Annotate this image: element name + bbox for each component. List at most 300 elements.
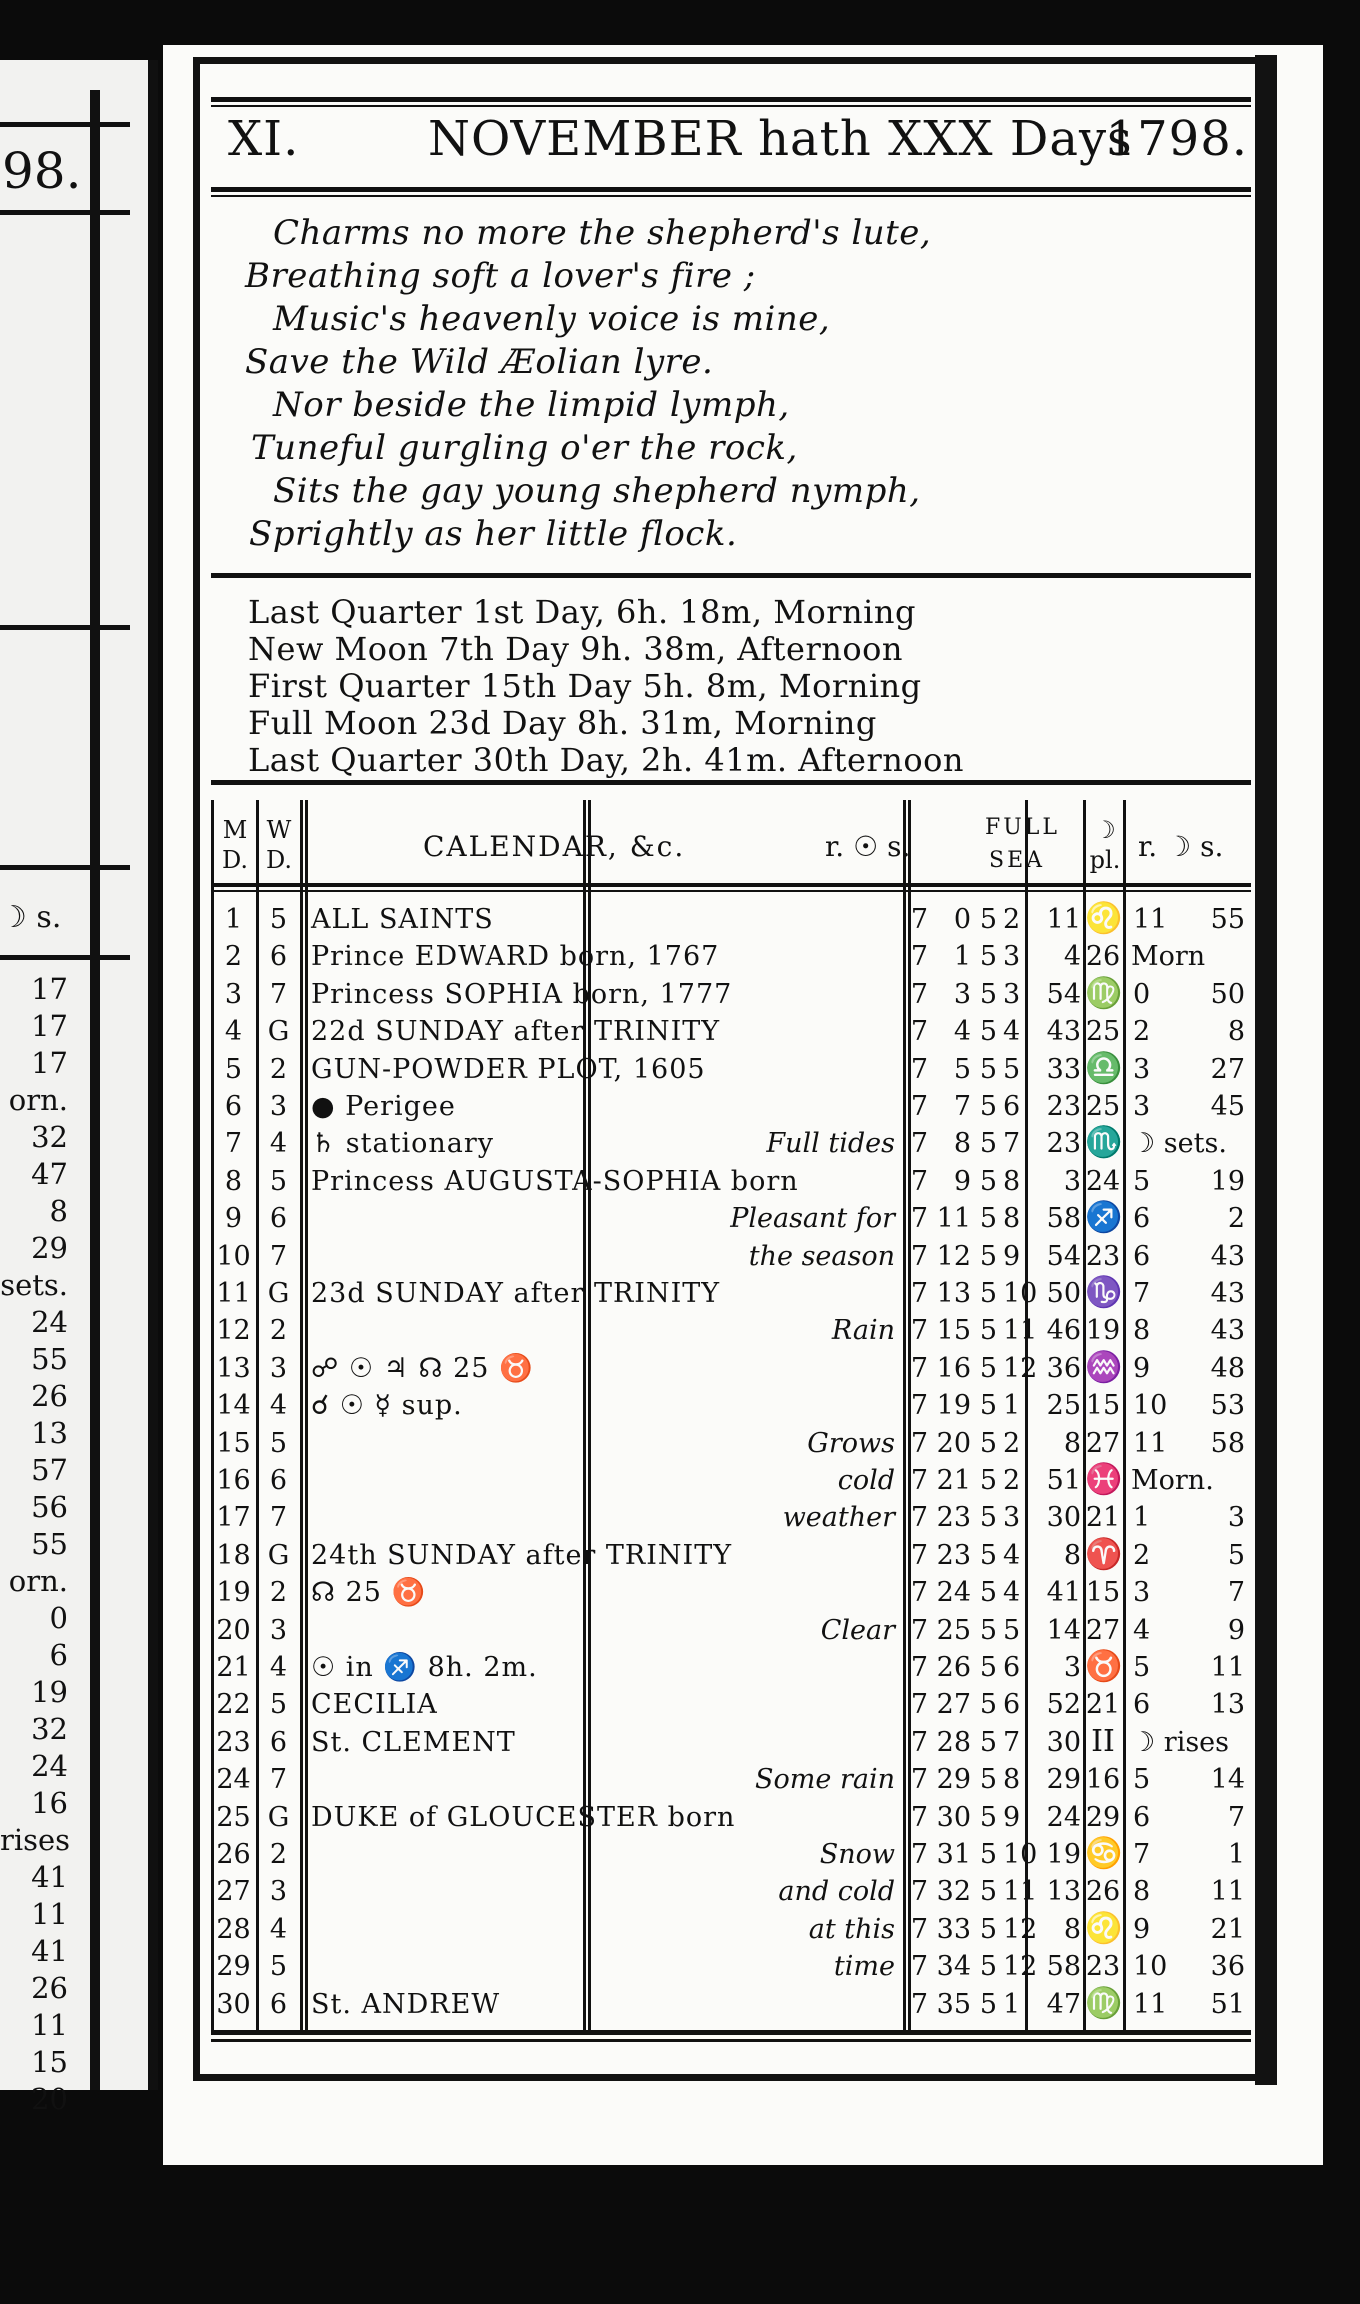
- cell-moon-hour: 6: [1133, 1689, 1151, 1721]
- table-row: [163, 1050, 1263, 1087]
- poem-line: Save the Wild Æolian lyre.: [245, 342, 714, 382]
- cell-full-sea-minute: 41: [1046, 1577, 1081, 1609]
- cell-event: GUN-POWDER PLOT, 1605: [311, 1053, 706, 1085]
- cell-week-day: 2: [269, 1315, 288, 1347]
- cell-week-day: 4: [269, 1652, 288, 1683]
- cell-full-sea-minute: 24: [1046, 1801, 1081, 1833]
- table-row: [163, 1461, 1263, 1498]
- table-row: [163, 1872, 1263, 1909]
- cell-sunset-hour: 5: [979, 1726, 997, 1758]
- cell-moon-minute: 48: [1210, 1352, 1245, 1384]
- cell-month-day: 12: [216, 1315, 251, 1347]
- cell-full-sea-hour: 10: [1003, 1278, 1038, 1309]
- month-number: XI.: [228, 111, 300, 167]
- cell-sunrise-minute: 15: [936, 1315, 971, 1347]
- cell-weather: weather: [782, 1502, 895, 1534]
- cell-moon-minute: 7: [1227, 1577, 1245, 1609]
- cell-week-day: G: [267, 1801, 290, 1833]
- table-row: [163, 1798, 1263, 1835]
- cell-moon-degree: 24: [1085, 1165, 1121, 1197]
- cell-sunrise-minute: 20: [936, 1427, 971, 1459]
- cell-sunrise-hour: 7: [910, 1988, 928, 2020]
- cell-moon-sign: ♌: [1085, 1910, 1123, 1946]
- cell-full-sea-hour: 4: [1003, 1539, 1021, 1571]
- cell-sunset-hour: 5: [979, 1539, 997, 1571]
- table-row: [163, 1349, 1263, 1386]
- moon-phase-line: New Moon 7th Day 9h. 38m, Afternoon: [248, 630, 904, 668]
- cell-full-sea-minute: 23: [1046, 1091, 1081, 1122]
- cell-month-day: 22: [216, 1689, 251, 1721]
- cell-weather: the season: [748, 1240, 895, 1272]
- table-row: [163, 1012, 1263, 1049]
- cell-week-day: 6: [269, 941, 288, 973]
- cell-moon-hour: 11: [1133, 904, 1168, 935]
- cell-full-sea-minute: 29: [1046, 1764, 1081, 1796]
- cell-sunrise-minute: 16: [936, 1352, 971, 1384]
- cell-sunrise-minute: 4: [953, 1016, 971, 1048]
- table-header-rule: [211, 883, 1251, 887]
- table-row: [163, 1087, 1263, 1124]
- cell-full-sea-minute: 33: [1046, 1053, 1081, 1085]
- cell-sunset-hour: 5: [979, 1465, 997, 1496]
- cell-full-sea-hour: 2: [1003, 904, 1021, 935]
- cell-sunrise-minute: 13: [936, 1278, 971, 1309]
- left-page-value: 8: [49, 1194, 68, 1228]
- cell-full-sea-minute: 58: [1046, 1951, 1081, 1983]
- cell-moon-minute: 19: [1210, 1165, 1245, 1197]
- cell-full-sea-hour: 6: [1003, 1091, 1021, 1122]
- cell-moon-hour: 8: [1133, 1315, 1151, 1347]
- cell-sunrise-minute: 24: [936, 1577, 971, 1609]
- cell-week-day: 3: [269, 1091, 288, 1122]
- cell-moon-sign: ♎: [1085, 1050, 1123, 1086]
- cell-moon-degree: 16: [1085, 1764, 1121, 1796]
- table-row: [163, 900, 1263, 937]
- cell-event: ☊ 25 ♉: [311, 1577, 427, 1609]
- cell-moon-minute: 58: [1210, 1427, 1245, 1459]
- left-page-value: orn.: [8, 1083, 68, 1117]
- cell-sunset-hour: 5: [979, 1315, 997, 1347]
- cell-moon-minute: 45: [1210, 1091, 1245, 1122]
- cell-sunrise-minute: 34: [936, 1951, 971, 1983]
- cell-full-sea-hour: 12: [1003, 1352, 1038, 1384]
- cell-moon-note: Morn.: [1131, 1465, 1214, 1496]
- cell-full-sea-minute: 30: [1046, 1726, 1081, 1758]
- cell-event: ☍ ☉ ♃ ☊ 25 ♉: [311, 1352, 534, 1384]
- cell-full-sea-hour: 5: [1003, 1614, 1021, 1646]
- cell-event: 24th SUNDAY after TRINITY: [311, 1539, 733, 1571]
- cell-moon-hour: 7: [1133, 1278, 1151, 1309]
- cell-full-sea-minute: 52: [1046, 1689, 1081, 1721]
- cell-sunrise-hour: 7: [910, 1315, 928, 1347]
- header-rule-1: [211, 187, 1251, 192]
- top-double-rule-2: [211, 105, 1251, 107]
- cell-event: 23d SUNDAY after TRINITY: [311, 1278, 721, 1309]
- left-page-value: 55: [31, 1342, 68, 1376]
- cell-moon-hour: 6: [1133, 1203, 1151, 1235]
- cell-moon-minute: 50: [1210, 978, 1245, 1010]
- cell-moon-minute: 5: [1227, 1539, 1245, 1571]
- cell-full-sea-minute: 8: [1063, 1427, 1081, 1459]
- cell-month-day: 2: [224, 941, 243, 973]
- cell-full-sea-hour: 8: [1003, 1203, 1021, 1235]
- cell-moon-hour: 11: [1133, 1988, 1168, 2020]
- left-page-value: 47: [31, 1157, 68, 1191]
- cell-moon-minute: 3: [1227, 1502, 1245, 1534]
- cell-full-sea-minute: 54: [1046, 1240, 1081, 1272]
- cell-sunrise-hour: 7: [910, 1539, 928, 1571]
- cell-month-day: 8: [224, 1165, 243, 1197]
- cell-month-day: 18: [216, 1539, 251, 1571]
- cell-full-sea-minute: 47: [1046, 1988, 1081, 2020]
- cell-moon-degree: 29: [1085, 1801, 1121, 1833]
- header-rule-2: [211, 195, 1251, 197]
- cell-moon-hour: 9: [1133, 1352, 1151, 1384]
- cell-event: CECILIA: [311, 1689, 438, 1721]
- cell-week-day: 6: [269, 1465, 288, 1496]
- cell-full-sea-minute: 8: [1063, 1913, 1081, 1945]
- cell-event: Princess AUGUSTA-SOPHIA born: [311, 1165, 799, 1197]
- left-page-value: 6: [49, 1638, 68, 1672]
- cell-sunset-hour: 5: [979, 1203, 997, 1235]
- cell-sunset-hour: 5: [979, 1652, 997, 1683]
- left-page-value: rises: [0, 1823, 71, 1857]
- cell-sunrise-minute: 0: [953, 904, 971, 935]
- cell-month-day: 4: [224, 1016, 243, 1048]
- table-row: [163, 1947, 1263, 1984]
- cell-sunset-hour: 5: [979, 941, 997, 973]
- cell-sunrise-minute: 35: [936, 1988, 971, 2020]
- cell-sunrise-minute: 33: [936, 1913, 971, 1945]
- cell-month-day: 10: [216, 1240, 251, 1272]
- cell-moon-note: ☽ rises: [1131, 1726, 1230, 1758]
- cell-weather: time: [833, 1951, 895, 1983]
- cell-full-sea-minute: 50: [1046, 1278, 1081, 1309]
- cell-sunrise-minute: 25: [936, 1614, 971, 1646]
- cell-week-day: 4: [269, 1913, 288, 1945]
- poem-line: Tuneful gurgling o'er the rock,: [251, 428, 798, 468]
- poem-line: Nor beside the limpid lymph,: [273, 385, 790, 425]
- cell-moon-sign: ♈: [1085, 1536, 1123, 1572]
- cell-full-sea-minute: 13: [1046, 1876, 1081, 1908]
- table-header-rule-2: [211, 890, 1251, 892]
- cell-sunset-hour: 5: [979, 1913, 997, 1945]
- cell-moon-minute: 21: [1210, 1913, 1245, 1945]
- cell-full-sea-minute: 23: [1046, 1128, 1081, 1160]
- cell-moon-sign: ♏: [1085, 1125, 1123, 1161]
- left-page-header-under-rule: [0, 955, 130, 960]
- cell-month-day: 1: [224, 904, 243, 935]
- cell-moon-hour: 1: [1133, 1502, 1151, 1534]
- cell-moon-minute: 2: [1227, 1203, 1245, 1235]
- bottom-rule-1: [211, 2030, 1251, 2035]
- cell-moon-degree: 25: [1085, 1091, 1121, 1122]
- left-page-value: 0: [49, 1601, 68, 1635]
- header-full-sea-2: SEA: [989, 848, 1046, 873]
- cell-moon-hour: 2: [1133, 1016, 1151, 1048]
- cell-month-day: 19: [216, 1577, 251, 1609]
- cell-sunrise-hour: 7: [910, 1614, 928, 1646]
- cell-sunset-hour: 5: [979, 1839, 997, 1870]
- cell-week-day: 2: [269, 1577, 288, 1609]
- cell-sunrise-minute: 31: [936, 1839, 971, 1870]
- cell-month-day: 20: [216, 1614, 251, 1646]
- left-page-value: 11: [31, 2008, 68, 2042]
- left-page-value: 15: [31, 2045, 68, 2079]
- left-page-value: 17: [31, 1046, 68, 1080]
- poem-line: Sprightly as her little flock.: [249, 514, 738, 554]
- cell-moon-minute: 36: [1210, 1951, 1245, 1983]
- cell-full-sea-hour: 11: [1003, 1315, 1038, 1347]
- cell-sunset-hour: 5: [979, 1016, 997, 1048]
- cell-moon-sign: ♒: [1085, 1349, 1123, 1385]
- left-page-value: 56: [31, 1490, 68, 1524]
- cell-weather: Snow: [819, 1839, 895, 1870]
- cell-sunset-hour: 5: [979, 978, 997, 1010]
- cell-week-day: 5: [269, 1951, 288, 1983]
- cell-sunrise-hour: 7: [910, 1913, 928, 1945]
- cell-moon-degree: 25: [1085, 1016, 1121, 1048]
- cell-sunrise-minute: 1: [953, 941, 971, 973]
- cell-sunrise-hour: 7: [910, 1390, 928, 1422]
- cell-moon-degree: 27: [1085, 1614, 1121, 1646]
- moon-phase-line: Last Quarter 30th Day, 2h. 41m. Afternoon: [248, 741, 964, 779]
- cell-moon-note: ☽ sets.: [1131, 1128, 1227, 1160]
- cell-sunset-hour: 5: [979, 1165, 997, 1197]
- cell-full-sea-minute: 11: [1046, 904, 1081, 935]
- cell-sunrise-hour: 7: [910, 978, 928, 1010]
- cell-sunrise-hour: 7: [910, 941, 928, 973]
- month-title: NOVEMBER hath XXX Days: [428, 111, 1133, 167]
- cell-moon-minute: 43: [1210, 1240, 1245, 1272]
- left-page-value: 17: [31, 972, 68, 1006]
- cell-sunrise-hour: 7: [910, 1876, 928, 1908]
- left-page-frame: [90, 90, 100, 2090]
- cell-sunrise-hour: 7: [910, 1652, 928, 1683]
- cell-full-sea-hour: 1: [1003, 1988, 1021, 2020]
- cell-sunrise-hour: 7: [910, 1053, 928, 1085]
- cell-full-sea-minute: 25: [1046, 1390, 1081, 1422]
- cell-week-day: 5: [269, 1165, 288, 1197]
- left-page-value: 24: [31, 1749, 68, 1783]
- table-row: [163, 1573, 1263, 1610]
- cell-moon-sign: ♍: [1085, 1985, 1123, 2021]
- left-page-value: 32: [31, 1712, 68, 1746]
- cell-full-sea-hour: 3: [1003, 1502, 1021, 1534]
- table-row: [163, 1910, 1263, 1947]
- table-row: [163, 1985, 1263, 2022]
- cell-moon-degree: 23: [1085, 1951, 1121, 1983]
- cell-moon-degree: 23: [1085, 1240, 1121, 1272]
- cell-weather: Grows: [807, 1427, 895, 1459]
- left-page-value: 17: [31, 1009, 68, 1043]
- cell-moon-hour: 10: [1133, 1390, 1168, 1422]
- cell-sunrise-minute: 29: [936, 1764, 971, 1796]
- cell-week-day: G: [267, 1278, 290, 1309]
- cell-full-sea-hour: 11: [1003, 1876, 1038, 1908]
- cell-week-day: 7: [269, 1502, 288, 1534]
- cell-full-sea-hour: 2: [1003, 1465, 1021, 1496]
- poem-line: Charms no more the shepherd's lute,: [273, 213, 932, 253]
- table-row: [163, 1835, 1263, 1872]
- cell-sunset-hour: 5: [979, 1053, 997, 1085]
- cell-moon-minute: 14: [1210, 1764, 1245, 1796]
- cell-week-day: 5: [269, 904, 288, 935]
- moon-phase-line: Last Quarter 1st Day, 6h. 18m, Morning: [248, 593, 916, 631]
- cell-week-day: G: [267, 1539, 290, 1571]
- cell-week-day: 7: [269, 978, 288, 1010]
- cell-full-sea-hour: 12: [1003, 1951, 1038, 1983]
- cell-sunrise-minute: 23: [936, 1539, 971, 1571]
- cell-full-sea-hour: 2: [1003, 1427, 1021, 1459]
- cell-full-sea-hour: 10: [1003, 1839, 1038, 1870]
- cell-sunset-hour: 5: [979, 1801, 997, 1833]
- left-page-header-rule: [0, 210, 130, 215]
- left-page-value: 57: [31, 1453, 68, 1487]
- left-page-value: 29: [31, 1231, 68, 1265]
- cell-moon-minute: 13: [1210, 1689, 1245, 1721]
- table-row: [163, 1311, 1263, 1348]
- left-page-year: 98.: [2, 142, 82, 200]
- cell-week-day: 4: [269, 1390, 288, 1422]
- cell-week-day: 6: [269, 1726, 288, 1758]
- cell-moon-minute: 43: [1210, 1278, 1245, 1309]
- poem-line: Music's heavenly voice is mine,: [273, 299, 831, 339]
- cell-moon-hour: 3: [1133, 1053, 1151, 1085]
- cell-weather: and cold: [778, 1876, 895, 1908]
- cell-sunrise-minute: 5: [953, 1053, 971, 1085]
- cell-full-sea-hour: 3: [1003, 941, 1021, 973]
- cell-moon-degree: 15: [1085, 1577, 1121, 1609]
- cell-sunrise-hour: 7: [910, 1801, 928, 1833]
- cell-sunrise-minute: 30: [936, 1801, 971, 1833]
- cell-full-sea-minute: 46: [1046, 1315, 1081, 1347]
- cell-sunset-hour: 5: [979, 1988, 997, 2020]
- cell-sunrise-hour: 7: [910, 1465, 928, 1496]
- cell-sunrise-hour: 7: [910, 1240, 928, 1272]
- left-page-value: 24: [31, 1305, 68, 1339]
- cell-event: ☉ in ♐ 8h. 2m.: [311, 1652, 538, 1683]
- cell-moon-degree: 21: [1085, 1502, 1121, 1534]
- cell-sunrise-minute: 28: [936, 1726, 971, 1758]
- left-page-value: 16: [31, 1786, 68, 1820]
- cell-full-sea-hour: 8: [1003, 1165, 1021, 1197]
- cell-week-day: 6: [269, 1988, 288, 2020]
- header-month-day: M D.: [221, 816, 248, 874]
- cell-full-sea-hour: 8: [1003, 1764, 1021, 1796]
- table-row: [163, 1648, 1263, 1685]
- left-page-value: 32: [31, 1120, 68, 1154]
- table-row: [163, 1424, 1263, 1461]
- cell-sunset-hour: 5: [979, 1240, 997, 1272]
- cell-sunrise-minute: 3: [953, 978, 971, 1010]
- cell-weather: Clear: [820, 1614, 895, 1646]
- cell-sunrise-hour: 7: [910, 1165, 928, 1197]
- cell-sunrise-minute: 7: [953, 1091, 971, 1122]
- cell-moon-hour: 5: [1133, 1764, 1151, 1796]
- cell-moon-hour: 3: [1133, 1577, 1151, 1609]
- cell-moon-hour: 8: [1133, 1876, 1151, 1908]
- cell-sunrise-hour: 7: [910, 1764, 928, 1796]
- cell-month-day: 28: [216, 1913, 251, 1945]
- cell-sunset-hour: 5: [979, 1502, 997, 1534]
- cell-weather: Some rain: [755, 1764, 895, 1796]
- cell-moon-degree: 15: [1085, 1390, 1121, 1422]
- cell-sunset-hour: 5: [979, 1876, 997, 1908]
- table-row: [163, 1199, 1263, 1236]
- cell-event: Prince EDWARD born, 1767: [311, 941, 720, 973]
- cell-event: ALL SAINTS: [311, 904, 494, 935]
- cell-week-day: 7: [269, 1240, 288, 1272]
- cell-moon-hour: 7: [1133, 1839, 1151, 1870]
- cell-sunrise-hour: 7: [910, 1427, 928, 1459]
- cell-moon-sign: ♋: [1085, 1836, 1123, 1871]
- cell-sunrise-hour: 7: [910, 1839, 928, 1870]
- cell-moon-minute: 43: [1210, 1315, 1245, 1347]
- cell-week-day: 3: [269, 1876, 288, 1908]
- cell-month-day: 26: [216, 1839, 251, 1870]
- cell-month-day: 5: [224, 1053, 243, 1085]
- bottom-rule-2: [211, 2039, 1251, 2042]
- cell-weather: cold: [837, 1465, 895, 1496]
- table-row: [163, 1760, 1263, 1797]
- cell-sunrise-minute: 27: [936, 1689, 971, 1721]
- poem-rule: [211, 573, 1251, 578]
- cell-weather: Pleasant for: [730, 1203, 895, 1235]
- table-row: [163, 1536, 1263, 1573]
- cell-month-day: 13: [216, 1352, 251, 1384]
- cell-sunrise-hour: 7: [910, 1352, 928, 1384]
- cell-moon-hour: 11: [1133, 1427, 1168, 1459]
- poem-line: Sits the gay young shepherd nymph,: [273, 471, 921, 511]
- cell-sunset-hour: 5: [979, 1091, 997, 1122]
- cell-moon-minute: 51: [1210, 1988, 1245, 2020]
- cell-month-day: 21: [216, 1652, 251, 1683]
- left-page-top-rule: [0, 122, 130, 127]
- cell-moon-minute: 1: [1227, 1839, 1245, 1870]
- cell-month-day: 11: [216, 1278, 251, 1309]
- cell-moon-degree: 26: [1085, 941, 1121, 973]
- cell-sunrise-hour: 7: [910, 1128, 928, 1160]
- left-page-value: 26: [31, 1379, 68, 1413]
- cell-moon-hour: 6: [1133, 1240, 1151, 1272]
- cell-full-sea-hour: 1: [1003, 1390, 1021, 1422]
- left-page-value: sets.: [0, 1268, 68, 1302]
- cell-month-day: 29: [216, 1951, 251, 1983]
- cell-sunset-hour: 5: [979, 1390, 997, 1422]
- cell-month-day: 23: [216, 1726, 251, 1758]
- cell-full-sea-hour: 9: [1003, 1240, 1021, 1272]
- cell-full-sea-minute: 43: [1046, 1016, 1081, 1048]
- cell-full-sea-minute: 54: [1046, 978, 1081, 1010]
- cell-sunset-hour: 5: [979, 1278, 997, 1309]
- cell-sunset-hour: 5: [979, 1352, 997, 1384]
- cell-event: St. CLEMENT: [311, 1726, 516, 1758]
- table-row: [163, 1498, 1263, 1535]
- cell-moon-minute: 7: [1227, 1801, 1245, 1833]
- header-full-sea-1: FULL: [985, 815, 1061, 840]
- cell-full-sea-hour: 5: [1003, 1053, 1021, 1085]
- table-row: [163, 1685, 1263, 1722]
- cell-month-day: 6: [224, 1091, 243, 1122]
- left-page-value: 55: [31, 1527, 68, 1561]
- cell-sunrise-hour: 7: [910, 1278, 928, 1309]
- cell-week-day: 5: [269, 1427, 288, 1459]
- top-double-rule-1: [211, 97, 1251, 102]
- cell-month-day: 30: [216, 1988, 251, 2020]
- cell-sunset-hour: 5: [979, 1614, 997, 1646]
- cell-full-sea-minute: 51: [1046, 1465, 1081, 1496]
